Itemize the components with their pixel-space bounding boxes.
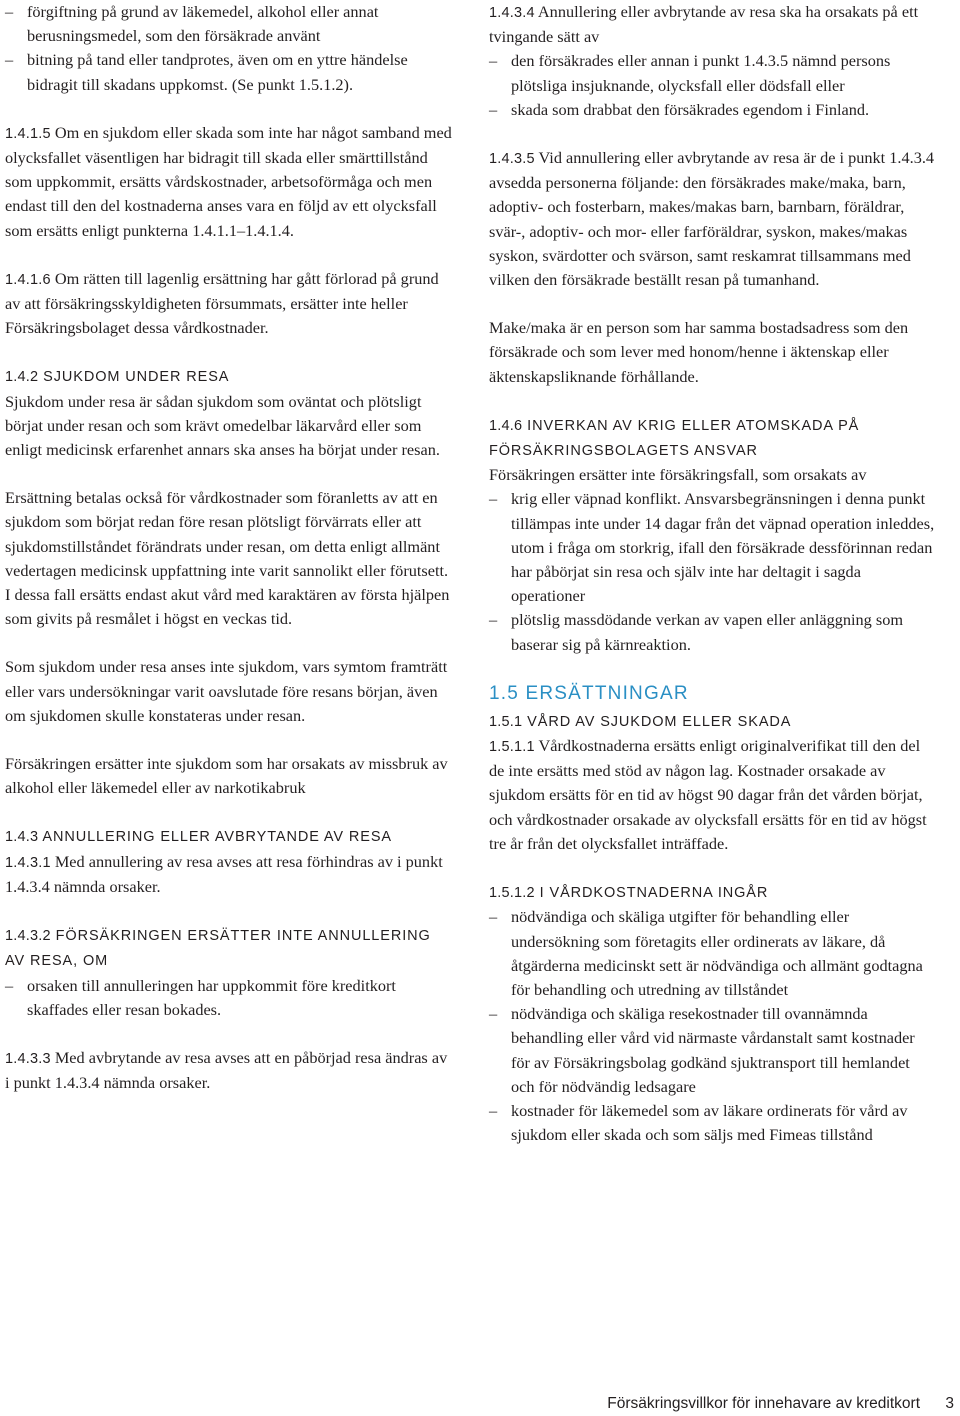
page-footer xyxy=(0,1392,954,1416)
paragraph-1-4-3-4: 1.4.3.4 Annullering eller avbrytande av resa ska ha orsakats på ett tvingande sätt av xyxy=(489,2,919,47)
list-item: – nödvändiga och skäliga utgifter för behandling eller undersökning som företagits eller ordinerats av läkare, då åtgärderna medicinskt sett är nödvändiga och allmänt godtagna för behandling och utredning av tillståndet xyxy=(489,905,935,1002)
paragraph-som-sjukdom: Som sjukdom under resa anses inte sjukdom, vars symtom framträtt eller vars undersökningar varit oavslutade före resans början, även om sjukdomen skulle konstateras under resan. xyxy=(5,657,448,725)
heading-1-5-1-2: 1.5.1.2 I VÅRDKOSTNADERNA INGÅR xyxy=(489,885,769,902)
list-item: – bitning på tand eller tandprotes, även om en yttre händelse bidragit till skadans uppkomst. (Se punkt 1.5.1.2). xyxy=(5,48,453,96)
list-1-4-6 xyxy=(489,487,935,656)
paragraph-1-4-6: Försäkringen ersätter inte försäkringsfall, som orsakats av xyxy=(489,465,867,485)
heading-1-4-3: 1.4.3 ANNULLERING ELLER AVBRYTANDE AV RESA xyxy=(5,829,393,846)
list-1-4-3-4 xyxy=(489,49,935,122)
list-item: – plötslig massdödande verkan av vapen eller anläggning som baserar sig på kärnreaktion. xyxy=(489,608,935,656)
list-item: – förgiftning på grund av läkemedel, alkohol eller annat berusningsmedel, som den försäkrade använt xyxy=(5,0,453,48)
paragraph-1-4-1-6: 1.4.1.6 Om rätten till lagenlig ersättning har gått förlorad på grund av att försäkringsskyldigheten försummats, ersätter inte heller Försäkringsbolaget dessa vårdkostnader. xyxy=(5,268,439,338)
list-item: – krig eller väpnad konflikt. Ansvarsbegränsningen i denna punkt tillämpas inte under 14 dagar från det väpnad operation inleddes, utom i fråga om storkrig, ifall den försäkrade dessförinnan redan har påbörjat sin resa och själv inte har deltagit i sagda operationer xyxy=(489,487,935,608)
paragraph-1-4-3-3: 1.4.3.3 Med avbrytande av resa avses att en påbörjad resa ändras av i punkt 1.4.3.4 nämnda orsaker. xyxy=(5,1047,448,1093)
paragraph-1-4-3-5: 1.4.3.5 Vid annullering eller avbrytande av resa är de i punkt 1.4.3.4 avsedda personerna följande: den försäkrades make/maka, barn, adoptiv- och fosterbarn, makes/makas barn, barnbarn, föräldrar, svär-, adoptiv- och mor- eller farföräldrar, syskon, makes/makas syskon, svärdotter och svärson, samt reskamrat tillsammans med vilken den försäkrade beställt resan på tumanhand. xyxy=(489,148,935,290)
paragraph-akut-vard: I dessa fall ersätts endast akut vård med karaktären av första hjälpen som givits på resmålet i högst en veckas tid. xyxy=(5,585,450,629)
list-1-5-1-2 xyxy=(489,905,935,1147)
heading-1-4-2: 1.4.2 SJUKDOM UNDER RESA xyxy=(5,369,230,386)
heading-1-4-3-2: 1.4.3.2 FÖRSÄKRINGEN ERSÄTTER INTE ANNULLERING AV RESA, OM xyxy=(5,928,431,970)
paragraph-1-4-1-5: 1.4.1.5 Om en sjukdom eller skada som inte har något samband med olycksfallet väsentligen har bidragit till skada eller smärttillstånd som uppkommit, ersätts vårdskostnader, arbetsoförmåga och men endast till den del kostnaderna anses vara en följd av ett olycksfall som ersätts enligt punkterna 1.4.1.1–1.4.1.4. xyxy=(5,122,452,240)
list-item: – kostnader för läkemedel som av läkare ordinerats för vård av sjukdom eller skada och som säljs med Fimeas tillstånd xyxy=(489,1099,935,1147)
section-number: 1.4.1.5 xyxy=(5,125,51,142)
page-number: 3 xyxy=(945,1395,954,1412)
paragraph-make-maka: Make/maka är en person som har samma bostadsadress som den försäkrade och som lever med honom/henne i äktenskap eller äktenskapsliknande förhållande. xyxy=(489,318,909,386)
heading-1-5-1: 1.5.1 VÅRD AV SJUKDOM ELLER SKADA xyxy=(489,713,792,730)
list-item: – den försäkrades eller annan i punkt 1.4.3.5 nämnd persons plötsliga insjuknande, olycksfall eller dödsfall eller xyxy=(489,49,935,97)
list-item: – nödvändiga och skäliga resekostnader till ovannämnda behandling eller vård vid närmaste vårdanstalt samt kostnader för av Försäkringsbolag godkänd sjuktransport till hemlandet och för nödvändig ledsagare xyxy=(489,1002,935,1099)
list-item: – orsaken till annulleringen har uppkommit före kreditkort skaffades eller resan bokades. xyxy=(5,974,453,1022)
paragraph-1-5-1-1: 1.5.1.1 Vårdkostnaderna ersätts enligt originalverifikat till den del de inte ersätts med stöd av någon lag. Kostnader orsakade av sjukdom ersätts för en tid av högst 90 dagar från det vården börjat, och vårdkostnader orsakade av olycksfall ersätts för en tid av högst tre år från det olycksfallet inträffade. xyxy=(489,736,927,853)
right-column xyxy=(489,0,935,1171)
intro-list xyxy=(5,0,453,97)
paragraph-1-4-3-1: 1.4.3.1 Med annullering av resa avses att resa förhindras av i punkt 1.4.3.4 nämnda orsaker. xyxy=(5,851,443,896)
paragraph-ersattning: Ersättning betalas också för vårdkostnader som föranletts av att en sjukdom som börjat redan före resan plötsligt förvärrats eller att sjukdomstillståndet förändrats under resan, om detta enligt allmänt vedertagen medicinsk uppfattning inte varit sannolikt eller förutsett. xyxy=(5,488,449,580)
list-1-4-3-2 xyxy=(5,974,453,1022)
list-item: – skada som drabbat den försäkrades egendom i Finland. xyxy=(489,98,935,122)
left-column xyxy=(5,0,453,1119)
footer-title: Försäkringsvillkor för innehavare av kreditkort xyxy=(607,1395,920,1412)
section-number: 1.4.1.6 xyxy=(5,271,51,288)
paragraph-missbruk: Försäkringen ersätter inte sjukdom som har orsakats av missbruk av alkohol eller läkemedel eller av narkotikabruk xyxy=(5,754,448,798)
paragraph-sjukdom-under-resa: Sjukdom under resa är sådan sjukdom som oväntat och plötsligt börjat under resan och som krävt omedelbar läkarvård eller som enligt medicinsk erfarenhet annars ska anses ha börjat under resan. xyxy=(5,391,440,460)
heading-1-5: 1.5 ERSÄTTNINGAR xyxy=(489,682,689,704)
heading-1-4-6: 1.4.6 INVERKAN AV KRIG ELLER ATOMSKADA PÅ FÖRSÄKRINGSBOLAGETS ANSVAR xyxy=(489,417,860,460)
